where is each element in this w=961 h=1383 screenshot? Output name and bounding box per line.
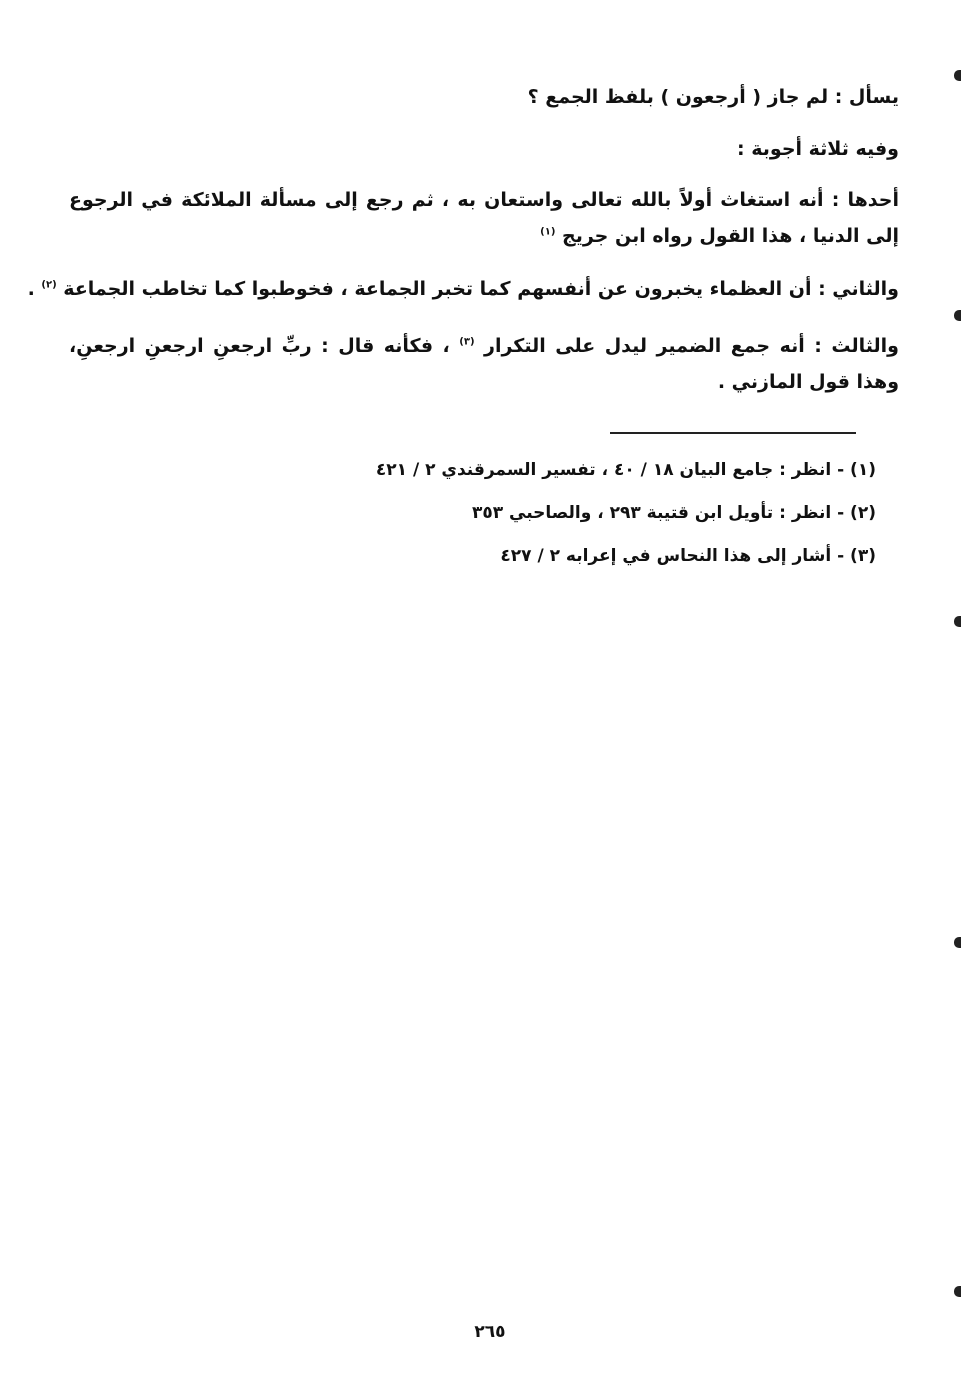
third-answer-text-b: ، فكأنه قال : ربِّ ارجعنِ ارجعنِ ارجعنِ، وهذا قول المازني .	[69, 335, 899, 393]
footnote-separator	[610, 432, 856, 434]
third-answer-paragraph	[69, 328, 899, 400]
scan-edge-mark-4	[954, 937, 961, 948]
scan-edge-mark-2	[954, 310, 961, 321]
scan-edge-mark-3	[954, 616, 961, 627]
first-answer-text: أحدها : أنه استغاث أولاً بالله تعالى واستعان به ، ثم رجع إلى مسألة الملائكة في الرجوع إلى الدنيا ، هذا القول رواه ابن جريج	[69, 189, 899, 247]
footnote-3: (٣) - أشار إلى هذا النحاس في إعرابه ٢ / ٤٢٧	[500, 546, 876, 566]
second-answer-text: والثاني : أن العظماء يخبرون عن أنفسهم كما تخبر الجماعة ، فخوطبوا كما تخاطب الجماعة	[63, 278, 899, 300]
third-answer-text-a: والثالث : أنه جمع الضمير ليدل على التكرار	[484, 335, 899, 357]
footnote-ref-3: (٣)	[459, 336, 475, 348]
scan-edge-mark-5	[954, 1286, 961, 1297]
second-answer-line	[28, 278, 899, 300]
answers-intro-line	[737, 138, 899, 160]
page-number: ٢٦٥	[474, 1322, 506, 1342]
footnote-ref-1: (١)	[540, 226, 556, 238]
footnote-ref-2: (٢)	[41, 279, 57, 291]
first-answer-paragraph	[69, 182, 899, 254]
footnote-1: (١) - انظر : جامع البيان ١٨ / ٤٠ ، تفسير السمرقندي ٢ / ٤٢١	[375, 460, 876, 480]
second-answer-end: .	[27, 278, 35, 300]
footnote-2: (٢) - انظر : تأويل ابن قتيبة ٢٩٣ ، والصاحبي ٣٥٣	[471, 503, 876, 523]
question-line	[528, 86, 899, 108]
question-text: يسأل : لم جاز ( أرجعون ) بلفظ الجمع ؟	[527, 86, 899, 108]
scan-edge-mark-1	[954, 70, 961, 81]
answers-intro-text: وفيه ثلاثة أجوبة :	[737, 138, 899, 160]
